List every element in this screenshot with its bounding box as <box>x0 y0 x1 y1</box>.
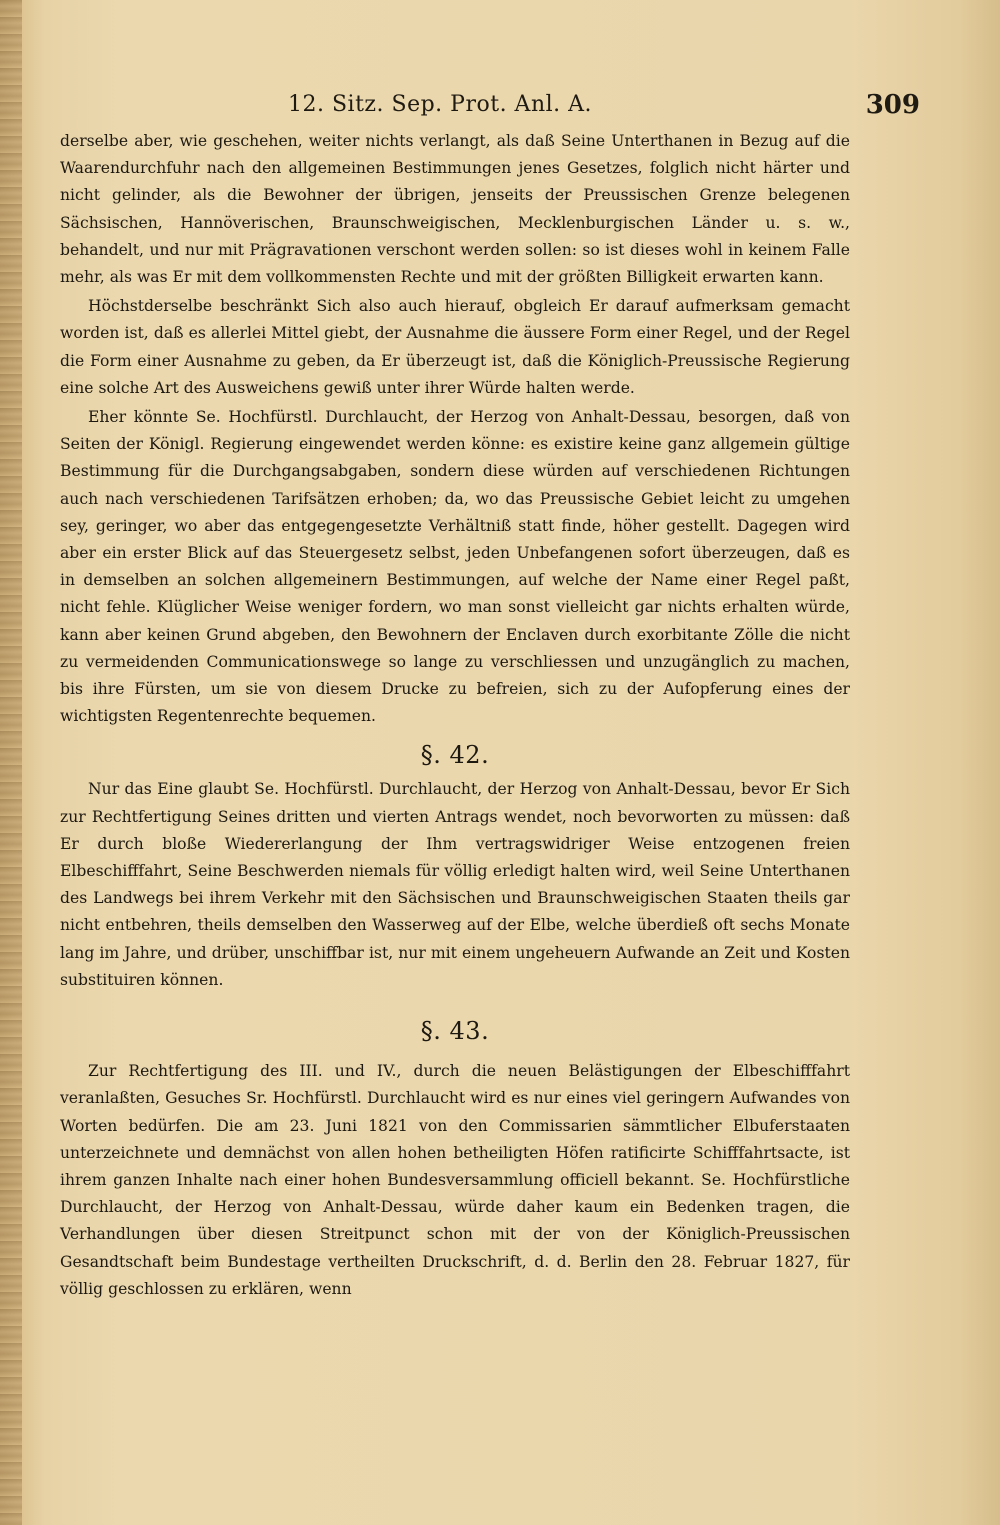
body-text <box>60 128 850 1305</box>
paragraph-3: Eher könnte Se. Hochfürstl. Durchlaucht, der Herzog von Anhalt-Dessau, besorgen, daß von Seiten der Königl. Regierung eingewendet werden könne: es existire keine ganz allgemein gültige Bestimmung für die Durchgangsabgaben, sondern diese würden auf verschiedenen Richtungen auch nach verschiedenen Tarifsätzen erhoben; da, wo das Preussische Gebiet leicht zu umgehen sey, geringer, wo aber das entgegengesetzte Verhältniß statt finde, höher gestellt. Dagegen wird aber ein erster Blick auf das Steuergesetz selbst, jeden Unbefangenen sofort überzeugen, daß es in demselben an solchen allgemeinern Bestimmungen, auf welche der Name einer Regel paßt, nicht fehle. Klüglicher Weise weniger fordern, wo man sonst vielleicht gar nichts erhalten würde, kann aber keinen Grund abgeben, den Bewohnern der Enclaven durch exorbitante Zölle die nicht zu vermeidenden Communicationswege so lange zu verschliessen und unzugänglich zu machen, bis ihre Fürsten, um sie von diesem Drucke zu befreien, sich zu der Aufopferung eines der wichtigsten Regentenrechte bequemen. <box>60 408 850 726</box>
running-head: 12. Sitz. Sep. Prot. Anl. A. <box>288 92 593 117</box>
page-header <box>60 90 920 124</box>
paragraph-5: Zur Rechtfertigung des III. und IV., durch die neuen Belästigungen der Elbeschifffahrt veranlaßten, Gesuches Sr. Hochfürstl. Durchlaucht wird es nur eines viel geringern Aufwandes von Worten bedürfen. Die am 23. Juni 1821 von den Commissarien sämmtlicher Elbuferstaaten unterzeichnete und demnächst von allen hohen betheiligten Höfen ratificirte Schifffahrtsacte, ist ihrem ganzen Inhalte nach einer hohen Bundesversammlung officiell bekannt. Se. Hochfürstliche Durchlaucht, der Herzog von Anhalt-Dessau, würde daher kaum ein Bedenken tragen, die Verhandlungen über diesen Streitpunct schon mit der von der Königlich-Preussischen Gesandtschaft beim Bundestage vertheilten Druckschrift, d. d. Berlin den 28. Februar 1827, für völlig geschlossen zu erklären, wenn <box>60 1062 850 1298</box>
paragraph-2: Höchstderselbe beschränkt Sich also auch hierauf, obgleich Er darauf aufmerksam gemacht worden ist, daß es allerlei Mittel giebt, der Ausnahme die äussere Form einer Regel, und der Regel die Form einer Ausnahme zu geben, da Er überzeugt ist, daß die Königlich-Preussische Regierung eine solche Art des Ausweichens gewiß unter ihrer Würde halten werde. <box>60 297 850 397</box>
binding-edge <box>0 0 22 1525</box>
section-heading-43: §. 43. <box>420 1017 490 1046</box>
section-heading-42: §. 42. <box>420 741 490 770</box>
paragraph-1: derselbe aber, wie geschehen, weiter nichts verlangt, als daß Seine Unterthanen in Bezug auf die Waarendurchfuhr nach den allgemeinen Bestimmungen jenes Gesetzes, folglich nicht härter und nicht gelinder, als die Bewohner der übrigen, jenseits der Preussischen Grenze belegenen Sächsischen, Hannöverischen, Braunschweigischen, Mecklenburgischen Länder u. s. w., behandelt, und nur mit Prägravationen verschont werden sollen: so ist dieses wohl in keinem Falle mehr, als was Er mit dem vollkommensten Rechte und mit der größten Billigkeit erwarten kann. <box>60 132 850 287</box>
page-number: 309 <box>865 90 920 120</box>
paragraph-4: Nur das Eine glaubt Se. Hochfürstl. Durchlaucht, der Herzog von Anhalt-Dessau, bevor Er Sich zur Rechtfertigung Seines dritten und vierten Antrags wendet, noch bevorworten zu müssen: daß Er durch bloße Wiedererlangung der Ihm vertragswidriger Weise entzogenen freien Elbeschifffahrt, Seine Beschwerden niemals für völlig erledigt halten wird, weil Seine Unterthanen des Landwegs bei ihrem Verkehr mit den Sächsischen und Braunschweigischen Staaten theils gar nicht entbehren, theils demselben den Wasserweg auf der Elbe, welche überdieß oft sechs Monate lang im Jahre, und drüber, unschiffbar ist, nur mit einem ungeheuern Aufwande an Zeit und Kosten substituiren können. <box>60 780 850 989</box>
